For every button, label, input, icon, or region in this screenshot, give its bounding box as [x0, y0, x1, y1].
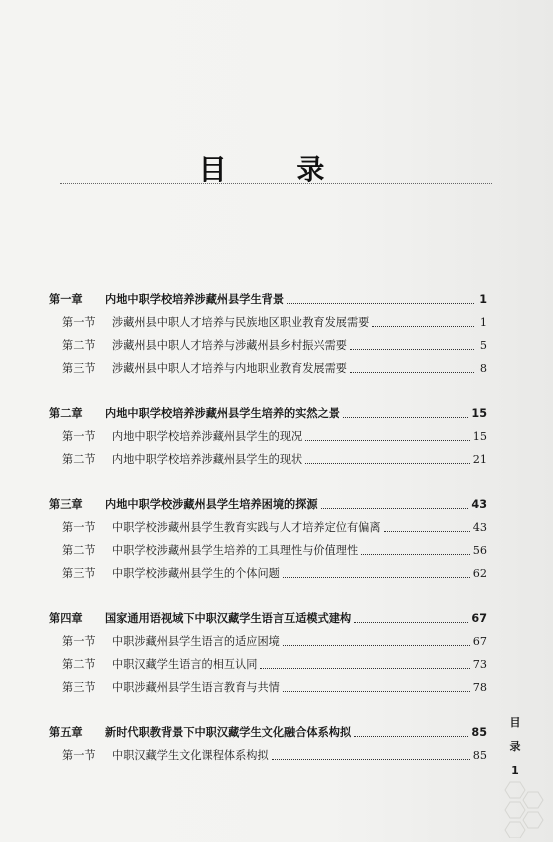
section-label: 第二节 — [62, 453, 96, 466]
section-title: 中职涉藏州县学生语言的适应困境 — [112, 635, 280, 648]
chapter-title: 新时代职教背景下中职汉藏学生文化融合体系构拟 — [105, 726, 352, 739]
page-number: 43 — [472, 520, 487, 534]
leader-dots — [354, 736, 468, 737]
chapter-title: 内地中职学校培养涉藏州县学生背景 — [105, 293, 285, 306]
page-number: 78 — [472, 680, 487, 694]
chapter-label: 第五章 — [49, 726, 83, 739]
section-title: 中职学校涉藏州县学生教育实践与人才培养定位有偏离 — [112, 521, 381, 534]
toc-section-1-1[interactable] — [62, 311, 487, 333]
section-label: 第二节 — [62, 339, 96, 352]
section-title: 涉藏州县中职人才培养与民族地区职业教育发展需要 — [112, 316, 370, 329]
section-title: 中职学校涉藏州县学生的个体问题 — [112, 567, 280, 580]
toc-chapter-3[interactable] — [49, 493, 487, 515]
toc-section-4-2[interactable] — [62, 653, 487, 675]
leader-dots — [384, 531, 470, 532]
section-label: 第三节 — [62, 362, 96, 375]
page-number: 43 — [471, 497, 487, 511]
leader-dots — [260, 668, 469, 669]
leader-dots — [287, 303, 474, 304]
toc-section-3-1[interactable] — [62, 516, 487, 538]
leader-dots — [350, 349, 474, 350]
section-title: 内地中职学校培养涉藏州县学生的现况 — [112, 430, 303, 443]
page-number: 67 — [471, 611, 487, 625]
leader-dots — [305, 463, 470, 464]
page-number: 5 — [479, 338, 487, 352]
leader-dots — [343, 417, 468, 418]
page-number: 67 — [472, 634, 487, 648]
section-label: 第一节 — [62, 749, 96, 762]
page-number: 73 — [472, 657, 487, 671]
page-number: 85 — [472, 748, 487, 762]
leader-dots — [372, 326, 474, 327]
leader-dots — [321, 508, 469, 509]
toc-section-3-3[interactable] — [62, 562, 487, 584]
section-title: 中职汉藏学生文化课程体系构拟 — [112, 749, 269, 762]
toc-section-4-1[interactable] — [62, 630, 487, 652]
section-label: 第三节 — [62, 681, 96, 694]
toc-section-2-1[interactable] — [62, 425, 487, 447]
page-number: 1 — [479, 315, 487, 329]
leader-dots — [283, 645, 470, 646]
chapter-title: 内地中职学校涉藏州县学生培养困境的探源 — [105, 498, 318, 511]
toc-chapter-5[interactable] — [49, 721, 487, 743]
toc-section-1-3[interactable] — [62, 357, 487, 379]
section-label: 第一节 — [62, 635, 96, 648]
page-number: 1 — [479, 292, 487, 306]
toc-section-2-2[interactable] — [62, 448, 487, 470]
chapter-title: 内地中职学校培养涉藏州县学生培养的实然之景 — [105, 407, 340, 420]
hexagon-pattern-icon — [498, 780, 550, 838]
page-number: 62 — [472, 566, 487, 580]
section-label: 第一节 — [62, 430, 96, 443]
chapter-label: 第一章 — [49, 293, 83, 306]
chapter-title: 国家通用语视域下中职汉藏学生语言互适模式建构 — [105, 612, 352, 625]
toc-chapter-1[interactable] — [49, 288, 487, 310]
chapter-label: 第二章 — [49, 407, 83, 420]
section-title: 中职涉藏州县学生语言教育与共情 — [112, 681, 280, 694]
section-title: 中职学校涉藏州县学生培养的工具理性与价值理性 — [112, 544, 359, 557]
section-label: 第二节 — [62, 544, 96, 557]
section-label: 第三节 — [62, 567, 96, 580]
side-tab-char-1: 目 — [509, 716, 521, 729]
page-title: 目 录 — [198, 153, 355, 186]
leader-dots — [305, 440, 470, 441]
section-title: 内地中职学校培养涉藏州县学生的现状 — [112, 453, 303, 466]
side-tab-char-2: 录 — [509, 740, 521, 753]
toc-chapter-2[interactable] — [49, 402, 487, 424]
section-title: 涉藏州县中职人才培养与内地职业教育发展需要 — [112, 362, 347, 375]
side-page-number: 1 — [511, 764, 519, 777]
toc-section-1-2[interactable] — [62, 334, 487, 356]
leader-dots — [272, 759, 470, 760]
page-number: 8 — [479, 361, 487, 375]
section-title: 中职汉藏学生语言的相互认同 — [112, 658, 258, 671]
leader-dots — [283, 691, 470, 692]
page-number: 85 — [471, 725, 487, 739]
section-label: 第二节 — [62, 658, 96, 671]
toc-section-3-2[interactable] — [62, 539, 487, 561]
chapter-label: 第四章 — [49, 612, 83, 625]
side-tab — [508, 711, 522, 783]
section-label: 第一节 — [62, 316, 96, 329]
page-number: 15 — [472, 429, 487, 443]
chapter-label: 第三章 — [49, 498, 83, 511]
leader-dots — [354, 622, 468, 623]
toc-section-5-1[interactable] — [62, 744, 487, 766]
section-title: 涉藏州县中职人才培养与涉藏州县乡村振兴需要 — [112, 339, 347, 352]
toc-chapter-4[interactable] — [49, 607, 487, 629]
leader-dots — [283, 577, 470, 578]
toc-section-4-3[interactable] — [62, 676, 487, 698]
section-label: 第一节 — [62, 521, 96, 534]
page-number: 21 — [472, 452, 487, 466]
page-number: 15 — [471, 406, 487, 420]
page-number: 56 — [472, 543, 487, 557]
leader-dots — [361, 554, 470, 555]
leader-dots — [350, 372, 474, 373]
